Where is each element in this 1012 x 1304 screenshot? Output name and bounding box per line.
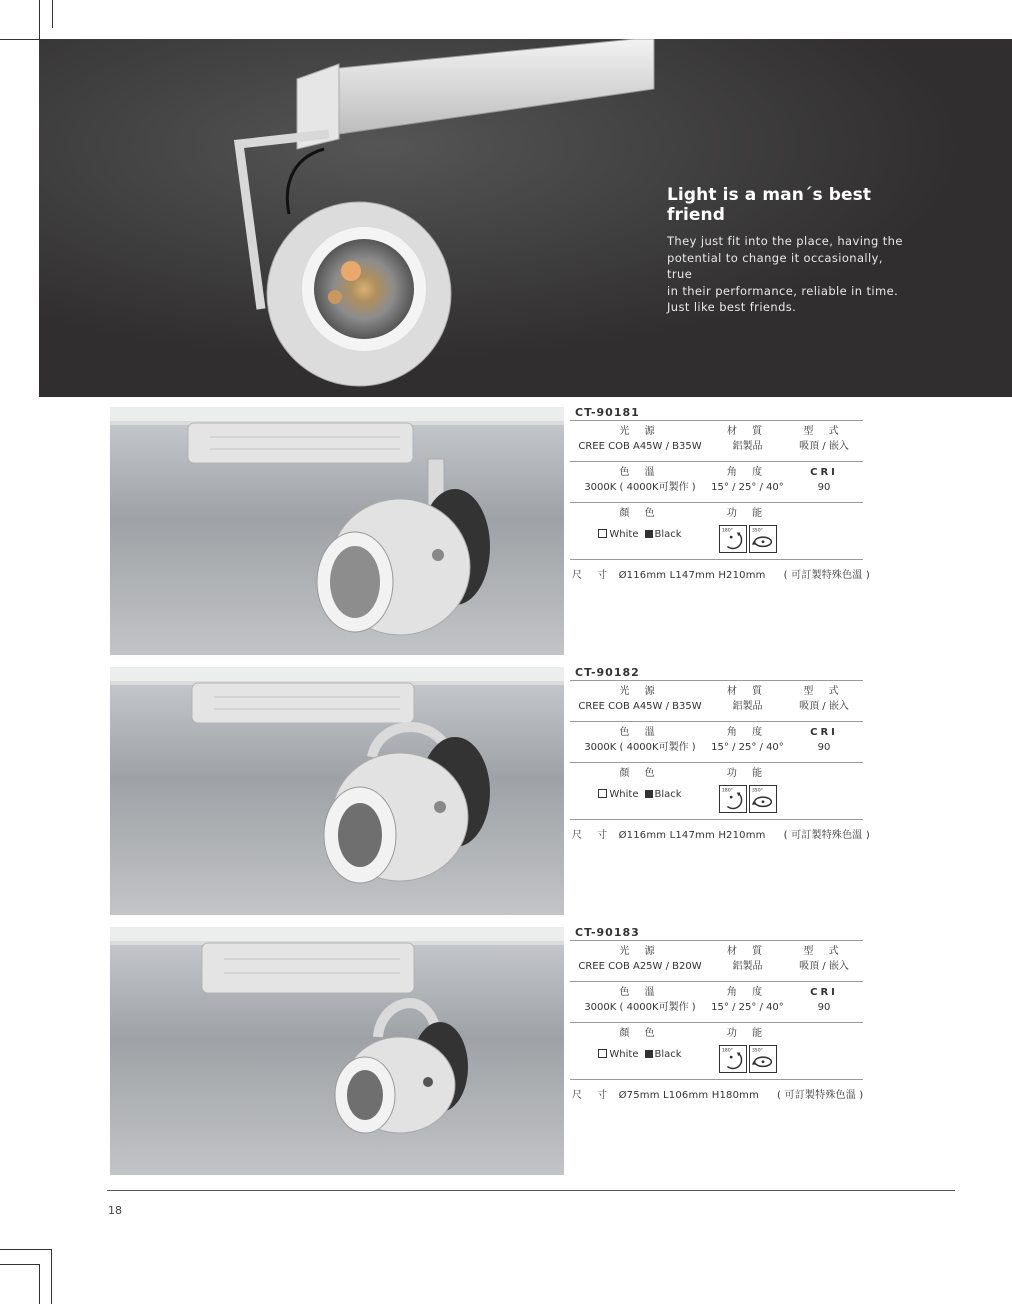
mount-value: 吸頂 / 嵌入 [799,441,849,452]
rotate-350-icon [749,785,777,813]
black-swatch [645,1050,653,1058]
rotate-350-icon [749,525,777,553]
label-light-source: 光 源 [619,426,661,437]
label-light-source: 光 源 [619,686,661,697]
white-swatch [598,789,607,798]
angle-value: 15° / 25° / 40° [711,1002,784,1013]
black-swatch [645,790,653,798]
label-color-temp: 色 溫 [619,727,661,738]
hero-body [667,233,907,316]
hero-text-block [667,185,907,316]
function-icons [710,525,785,553]
spec-cell [785,725,863,755]
spec-cell [710,684,785,714]
spec-cell [570,424,710,454]
crop-mark [0,1264,40,1265]
color-temp-value: 3000K ( 4000K可製作 ) [584,742,696,753]
color-temp-value: 3000K ( 4000K可製作 ) [584,1002,696,1013]
white-label: White [609,789,639,800]
source-value: CREE COB A45W / B35W [578,701,702,712]
label-angle: 角 度 [726,727,769,738]
white-label: White [609,529,639,540]
custom-color-note: ( 可訂製特殊色溫 ) [783,830,870,841]
product-spotlight-image [110,667,564,915]
spec-row [570,722,863,762]
spec-cell [785,684,863,714]
hero-line: Just like best friends. [667,300,797,314]
tilt-label: 180° [721,528,733,534]
spec-row [570,941,863,981]
spec-cell [785,424,863,454]
spec-row [570,763,863,819]
spec-cell [710,766,785,813]
spec-block-2 [570,666,870,841]
spec-cell [570,684,710,714]
model-number: CT-90182 [575,666,640,679]
label-angle: 角 度 [726,987,769,998]
label-material: 材 質 [726,946,769,957]
spec-cell [785,985,863,1015]
divider [570,819,863,820]
function-icons [710,785,785,813]
hero-line: potential to change it occasionally, true [667,250,883,281]
tilt-180-icon [719,785,747,813]
white-swatch [598,529,607,538]
white-label: White [609,1049,639,1060]
tilt-180-icon [719,1045,747,1073]
label-dimensions: 尺 寸 [572,570,614,581]
product-photo [110,927,564,1175]
cri-value: 90 [817,742,831,753]
source-value: CREE COB A25W / B20W [578,961,702,972]
crop-mark [52,0,53,28]
spec-block-1 [570,406,870,581]
crop-mark [0,39,40,40]
product-photo [110,667,564,915]
spec-row [570,681,863,721]
spec-cell [710,725,785,755]
label-mount: 型 式 [803,686,845,697]
crop-mark [51,1250,52,1304]
spec-row [570,462,863,502]
spec-row [570,421,863,461]
tilt-label: 180° [721,788,733,794]
label-color: 顏 色 [619,1028,661,1039]
black-label: Black [654,789,682,800]
footer-divider [107,1190,955,1191]
spec-row [570,982,863,1022]
color-options [570,787,710,802]
label-cri: CRI [810,987,838,998]
spec-cell [785,944,863,974]
spec-cell [570,465,710,495]
material-value: 鋁製品 [732,701,763,712]
label-function: 功 能 [726,768,769,779]
divider [570,1079,863,1080]
crop-mark [39,1264,40,1304]
angle-value: 15° / 25° / 40° [711,742,784,753]
mount-value: 吸頂 / 嵌入 [799,961,849,972]
black-swatch [645,530,653,538]
dimensions-line [572,1086,863,1101]
spec-cell [710,985,785,1015]
divider [570,559,863,560]
label-function: 功 能 [726,1028,769,1039]
color-options [570,1047,710,1062]
black-label: Black [654,529,682,540]
spec-row [570,1023,863,1079]
label-cri: CRI [810,467,838,478]
rotate-label: 350° [751,528,763,534]
cri-value: 90 [817,482,831,493]
product-spotlight-image [110,407,564,655]
color-temp-value: 3000K ( 4000K可製作 ) [584,482,696,493]
spec-cell [710,424,785,454]
spec-cell [710,465,785,495]
label-dimensions: 尺 寸 [572,830,614,841]
spec-cell [570,766,710,802]
dimensions-value: Ø116mm L147mm H210mm [618,830,766,841]
crop-mark [0,1249,52,1250]
spec-cell [570,725,710,755]
crop-mark [39,0,40,40]
rotate-350-icon [749,1045,777,1073]
page-number: 18 [108,1204,122,1217]
label-material: 材 質 [726,426,769,437]
rotate-label: 350° [751,788,763,794]
hero-line: in their performance, reliable in time. [667,283,899,298]
color-options [570,527,710,542]
custom-color-note: ( 可訂製特殊色溫 ) [783,570,870,581]
spec-cell [710,1026,785,1073]
spec-block-3 [570,926,863,1101]
dimensions-line [572,826,870,841]
label-color: 顏 色 [619,768,661,779]
spec-cell [570,944,710,974]
spec-cell [570,985,710,1015]
label-dimensions: 尺 寸 [572,1090,614,1101]
label-color: 顏 色 [619,508,661,519]
spec-row [570,503,863,559]
black-label: Black [654,1049,682,1060]
model-number: CT-90181 [575,406,640,419]
material-value: 鋁製品 [732,961,763,972]
label-function: 功 能 [726,508,769,519]
product-spotlight-image [110,927,564,1175]
material-value: 鋁製品 [732,441,763,452]
tilt-label: 180° [721,1048,733,1054]
label-cri: CRI [810,727,838,738]
label-color-temp: 色 溫 [619,467,661,478]
spec-cell [785,465,863,495]
product-photo [110,407,564,655]
label-angle: 角 度 [726,467,769,478]
label-material: 材 質 [726,686,769,697]
spec-cell [570,1026,710,1062]
model-number: CT-90183 [575,926,640,939]
label-mount: 型 式 [803,426,845,437]
cri-value: 90 [817,1002,831,1013]
mount-value: 吸頂 / 嵌入 [799,701,849,712]
white-swatch [598,1049,607,1058]
label-mount: 型 式 [803,946,845,957]
spec-cell [570,506,710,542]
tilt-180-icon [719,525,747,553]
hero-banner [39,39,1012,397]
label-light-source: 光 源 [619,946,661,957]
custom-color-note: ( 可訂製特殊色溫 ) [777,1090,864,1101]
rotate-label: 350° [751,1048,763,1054]
dimensions-value: Ø75mm L106mm H180mm [618,1090,760,1101]
hero-title: Light is a man´s best friend [667,185,872,225]
dimensions-value: Ø116mm L147mm H210mm [618,570,766,581]
spec-cell [710,506,785,553]
angle-value: 15° / 25° / 40° [711,482,784,493]
label-color-temp: 色 溫 [619,987,661,998]
spec-cell [710,944,785,974]
source-value: CREE COB A45W / B35W [578,441,702,452]
dimensions-line [572,566,870,581]
function-icons [710,1045,785,1073]
hero-line: They just fit into the place, having the [667,234,903,248]
